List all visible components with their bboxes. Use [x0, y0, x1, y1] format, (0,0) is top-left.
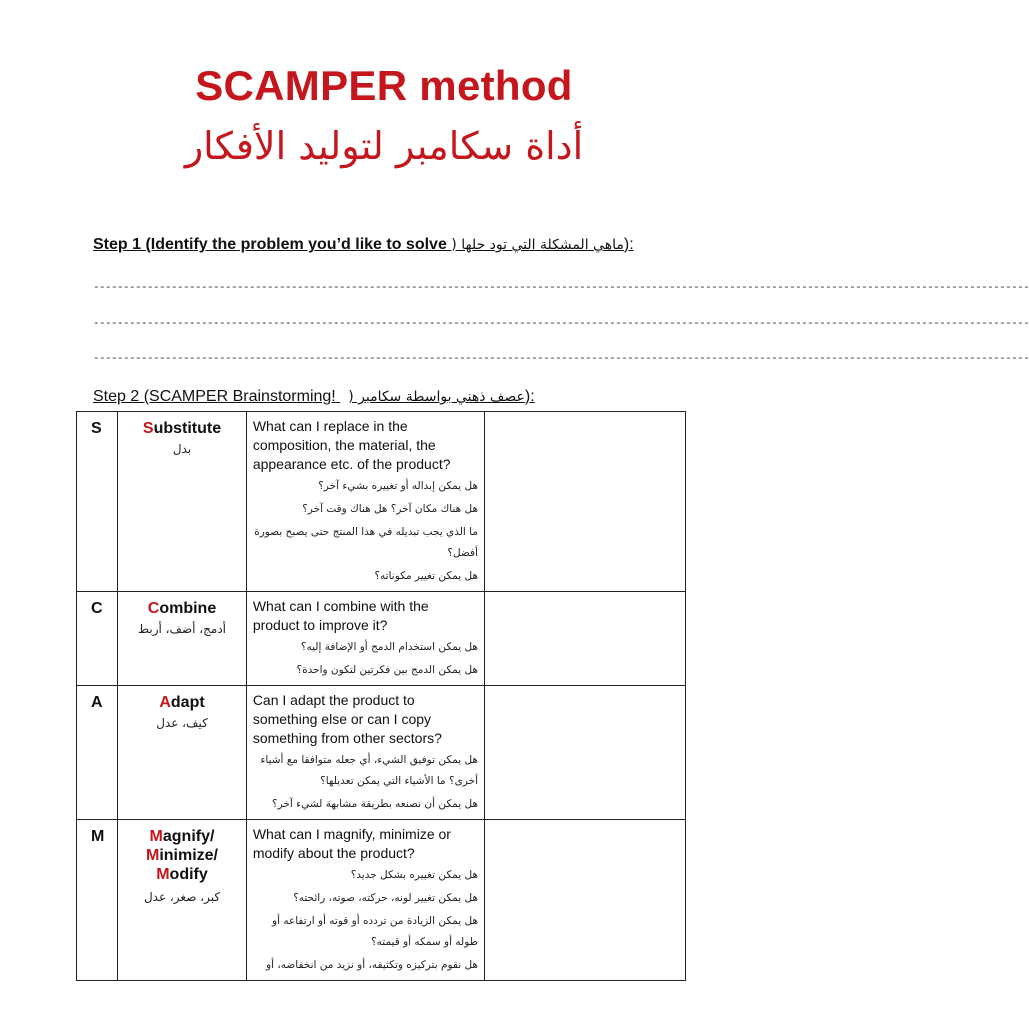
- question-arabic: هل يمكن تغيير مكوناته؟: [374, 570, 478, 582]
- keyword: Adapt: [159, 694, 205, 711]
- table-row: [77, 412, 686, 592]
- question-english: What can I magnify, minimize or modify about the product?: [252, 826, 451, 861]
- answer-line-2[interactable]: ------------------------------------------------------------------------------------------------------------------------------------------------------------: [93, 318, 1029, 330]
- row-letter: C: [91, 600, 103, 617]
- step-1-label: Step 1 (Identify the problem you’d like to solve: [93, 236, 447, 253]
- answer-cell[interactable]: [484, 592, 685, 686]
- question-arabic: ما الذي يجب تبديله في هذا المنتج حتى يصبح بصورة أفضل؟: [254, 526, 478, 559]
- table-row: [77, 686, 686, 820]
- keyword-cell: [118, 412, 247, 592]
- keyword: Substitute: [142, 420, 222, 437]
- question-english: Can I adapt the product to something else or can I copy something from other sectors?: [252, 692, 442, 746]
- question-arabic: هل هناك مكان آخر؟ هل هناك وقت آخر؟: [302, 503, 478, 515]
- question-arabic: هل نقوم بتركيزه وتكثيفه، أو نزيد من انخفاضه، أو: [266, 959, 478, 971]
- keyword: Minimize/: [145, 847, 218, 864]
- row-letter: A: [91, 694, 103, 711]
- document-title: SCAMPER method: [195, 62, 573, 109]
- row-letter: M: [91, 828, 105, 845]
- scamper-table: [76, 411, 686, 981]
- step-2-arabic: عصف ذهني بواسطة سكامبر (: [348, 389, 525, 405]
- answer-cell[interactable]: [484, 820, 685, 981]
- letter-cell: [77, 592, 118, 686]
- question-arabic: هل يمكن إبداله أو تغييره بشيء آخر؟: [318, 480, 478, 492]
- question-arabic: هل يمكن تغييره بشكل جديد؟: [350, 869, 478, 881]
- step-2-end: ):: [524, 388, 535, 405]
- step-1-heading: [93, 236, 653, 254]
- answer-cell[interactable]: [484, 686, 685, 820]
- step-1-arabic: ماهي المشكلة التي تود حلها (: [451, 237, 624, 253]
- keyword-arabic: بدل: [172, 442, 192, 456]
- keyword-cell: [118, 686, 247, 820]
- keyword-cell: [118, 592, 247, 686]
- question-cell: [246, 686, 484, 820]
- question-arabic: هل يمكن أن نصنعه بطريقة مشابهة لشيء آخر؟: [272, 798, 478, 810]
- keyword-arabic: كيف، عدل: [156, 716, 208, 730]
- question-cell: [246, 412, 484, 592]
- keyword: Combine: [147, 600, 217, 617]
- answer-line-3[interactable]: ------------------------------------------------------------------------------------------------------------------------------------------------------------: [93, 353, 1029, 365]
- row-letter: S: [91, 420, 102, 437]
- question-english: What can I replace in the composition, the material, the appearance etc. of the product?: [252, 418, 451, 472]
- document-title-arabic: أداة سكامبر لتوليد الأفكار: [184, 124, 584, 168]
- answer-line-1[interactable]: ------------------------------------------------------------------------------------------------------------------------------------------------------------: [93, 282, 1029, 294]
- question-cell: [246, 592, 484, 686]
- question-arabic: هل يمكن تغيير لونه، حركته، صوته، رائحته؟: [293, 892, 478, 904]
- step-1-end: ):: [623, 236, 634, 253]
- step-2-heading: [93, 388, 673, 406]
- question-arabic: هل يمكن توفيق الشيء، أي جعله متوافقا مع أشياء أخرى؟ ما الأشياء التي يمكن تعديلها؟: [260, 754, 478, 787]
- question-english: What can I combine with the product to improve it?: [252, 598, 429, 633]
- question-arabic: هل يمكن الدمج بين فكرتين لتكون واحدة؟: [296, 664, 478, 676]
- letter-cell: [77, 412, 118, 592]
- table-row: [77, 592, 686, 686]
- keyword-arabic: كبر، صغر، عدل: [143, 890, 221, 904]
- table-row: [77, 820, 686, 981]
- keyword: Modify: [156, 866, 208, 883]
- question-arabic: هل يمكن استخدام الدمج أو الإضافة إليه؟: [300, 641, 478, 653]
- question-cell: [246, 820, 484, 981]
- answer-cell[interactable]: [484, 412, 685, 592]
- letter-cell: [77, 686, 118, 820]
- question-arabic: هل يمكن الزيادة من تردده أو قوته أو ارتفاعه أو طوله أو سمكه أو قيمته؟: [272, 915, 478, 948]
- keyword-arabic: أدمج، أضف، أربط: [137, 622, 227, 636]
- keyword-cell: [118, 820, 247, 981]
- letter-cell: [77, 820, 118, 981]
- keyword: Magnify/: [149, 828, 215, 845]
- step-2-label: Step 2 (SCAMPER Brainstorming!: [93, 388, 336, 405]
